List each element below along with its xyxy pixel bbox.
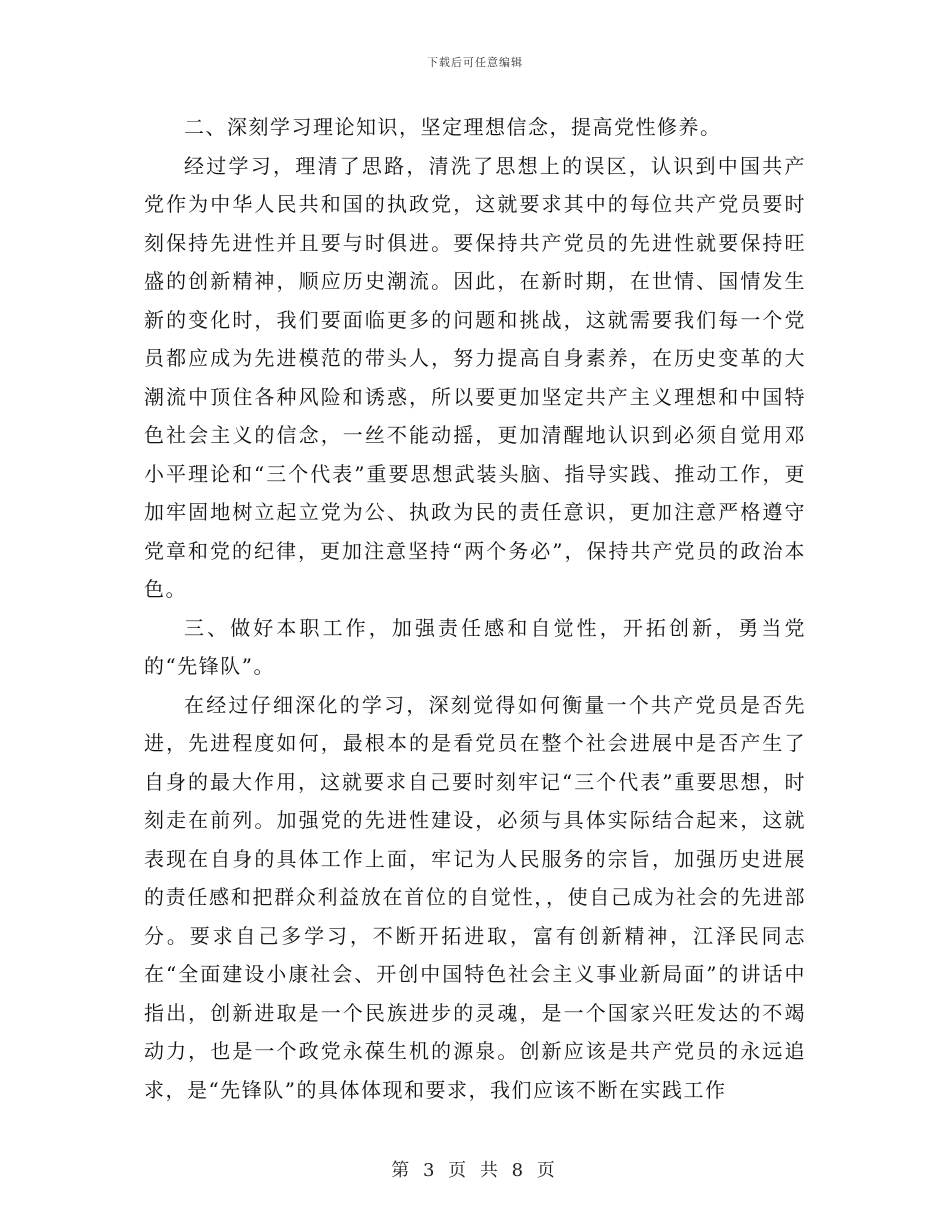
page-number-footer: 第 3 页 共 8 页 (391, 1160, 559, 1181)
section-heading-three: 三、做好本职工作，加强责任感和自觉性，开拓创新，勇当党的“先锋队”。 (144, 615, 806, 678)
section-heading-two: 二、深刻学习理论知识，坚定理想信念，提高党性修养。 (184, 115, 722, 139)
body-paragraph-1: 经过学习，理清了思路，清洗了思想上的误区，认识到中国共产党作为中华人民共和国的执政党，这就要求其中的每位共产党员要时刻保持先进性并且要与时俱进。要保持共产党员的先进性就要保持旺盛的创新精神，顺应历史潮流。因此，在新时期，在世情、国情发生新的变化时，我们要面临更多的问题和挑战，这就需要我们每一个党员都应成为先进模范的带头人，努力提高自身素养，在历史变革的大潮流中顶住各种风险和诱惑，所以要更加坚定共产主义理想和中国特色社会主义的信念，一丝不能动摇，更加清醒地认识到必须自觉用邓小平理论和“三个代表”重要思想武装头脑、指导实践、推动工作，更加牢固地树立起立党为公、执政为民的责任意识，更加注意严格遵守党章和党的纪律，更加注意坚持“两个务必”，保持共产党员的政治本色。 (144, 153, 806, 601)
page-header: 下载后可任意编辑 (427, 56, 523, 69)
document-body (144, 108, 806, 1109)
body-paragraph-2: 在经过仔细深化的学习，深刻觉得如何衡量一个共产党员是否先进，先进程度如何，最根本的是看党员在整个社会进展中是否产生了自身的最大作用，这就要求自己要时刻牢记“三个代表”重要思想，时刻走在前列。加强党的先进性建设，必须与具体实际结合起来，这就表现在自身的具体工作上面，牢记为人民服务的宗旨，加强历史进展的责任感和把群众利益放在首位的自觉性，，使自己成为社会的先进部分。要求自己多学习，不断开拓进取，富有创新精神，江泽民同志在“全面建设小康社会、开创中国特色社会主义事业新局面”的讲话中指出，创新进取是一个民族进步的灵魂，是一个国家兴旺发达的不竭动力，也是一个政党永葆生机的源泉。创新应该是共产党员的永远追求，是“先锋队”的具体体现和要求，我们应该不断在实践工作 (144, 692, 806, 1102)
